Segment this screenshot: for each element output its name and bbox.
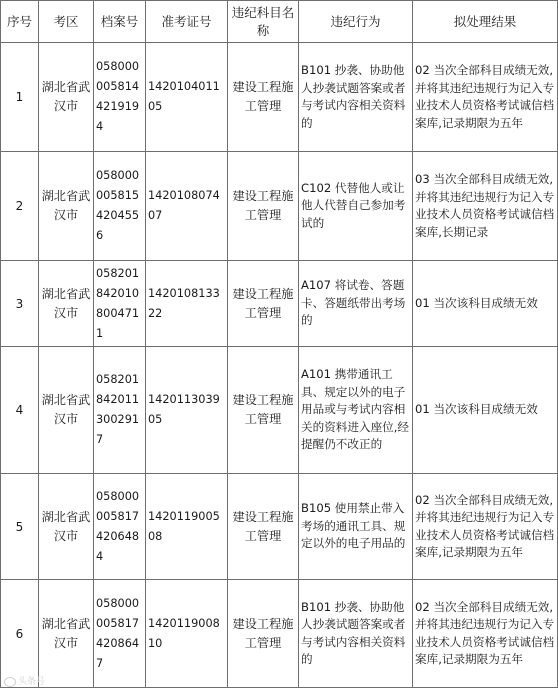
watermark (4, 674, 45, 687)
row-no: 5 (1, 474, 39, 580)
row-result: 03 当次全部科目成绩无效,并将其违纪违规行为记入专业技术人员资格考试诚信档案库,长期记录 (413, 152, 558, 261)
row-file-no: 0580000058174208647 (94, 580, 146, 688)
header-row (1, 1, 558, 43)
row-file-no: 0580000058174206484 (94, 474, 146, 580)
header-subject: 违纪科目名称 (228, 1, 299, 43)
table-row (1, 152, 558, 261)
watermark-icon (4, 677, 16, 687)
table-row (1, 261, 558, 347)
row-result: 01 当次该科目成绩无效 (413, 261, 558, 347)
header-file-no: 档案号 (94, 1, 146, 43)
row-region: 湖北省武汉市 (39, 580, 94, 688)
row-no: 4 (1, 347, 39, 474)
row-result: 02 当次全部科目成绩无效,并将其违纪违规行为记入专业技术人员资格考试诚信档案库,记录期限为五年 (413, 474, 558, 580)
row-violation: B101 抄袭、协助他人抄袭试题答案或者与考试内容相关资料的 (299, 580, 413, 688)
row-violation: B101 抄袭、协助他人抄袭试题答案或者与考试内容相关资料的 (299, 43, 413, 152)
watermark-text: 头条号 (18, 677, 46, 687)
row-region: 湖北省武汉市 (39, 43, 94, 152)
header-exam-no: 准考证号 (146, 1, 228, 43)
row-exam-no: 142010401105 (146, 43, 228, 152)
row-no: 1 (1, 43, 39, 152)
table-row (1, 580, 558, 688)
row-result: 02 当次全部科目成绩无效,并将其违纪违规行为记入专业技术人员资格考试诚信档案库,记录期限为五年 (413, 43, 558, 152)
row-exam-no: 142011900508 (146, 474, 228, 580)
header-result: 拟处理结果 (413, 1, 558, 43)
row-exam-no: 142010813322 (146, 261, 228, 347)
header-no: 序号 (1, 1, 39, 43)
row-violation: A101 携带通讯工具、规定以外的电子用品或与考试内容相关的资料进入座位,经提醒仍不改正的 (299, 347, 413, 474)
row-region: 湖北省武汉市 (39, 347, 94, 474)
row-subject: 建设工程施工管理 (228, 580, 299, 688)
row-subject: 建设工程施工管理 (228, 474, 299, 580)
table-row (1, 43, 558, 152)
row-violation: A107 将试卷、答题卡、答题纸带出考场的 (299, 261, 413, 347)
row-subject: 建设工程施工管理 (228, 152, 299, 261)
table-row (1, 347, 558, 474)
row-violation: B105 使用禁止带入考场的通讯工具、规定以外的电子用品的 (299, 474, 413, 580)
row-region: 湖北省武汉市 (39, 261, 94, 347)
row-file-no: 0582018420113002917 (94, 347, 146, 474)
row-exam-no: 142010807407 (146, 152, 228, 261)
row-subject: 建设工程施工管理 (228, 347, 299, 474)
table-row (1, 474, 558, 580)
row-subject: 建设工程施工管理 (228, 261, 299, 347)
header-region: 考区 (39, 1, 94, 43)
header-violation: 违纪行为 (299, 1, 413, 43)
row-result: 01 当次该科目成绩无效 (413, 347, 558, 474)
row-file-no: 0580000058144219194 (94, 43, 146, 152)
row-file-no: 0580000058154204556 (94, 152, 146, 261)
row-exam-no: 142011303905 (146, 347, 228, 474)
row-file-no: 0582018420108004711 (94, 261, 146, 347)
row-no: 2 (1, 152, 39, 261)
row-result: 02 当次全部科目成绩无效,并将其违纪违规行为记入专业技术人员资格考试诚信档案库,记录期限为五年 (413, 580, 558, 688)
row-region: 湖北省武汉市 (39, 152, 94, 261)
row-exam-no: 142011900810 (146, 580, 228, 688)
row-no: 6 (1, 580, 39, 688)
row-region: 湖北省武汉市 (39, 474, 94, 580)
row-violation: C102 代替他人或让他人代替自己参加考试的 (299, 152, 413, 261)
row-subject: 建设工程施工管理 (228, 43, 299, 152)
row-no: 3 (1, 261, 39, 347)
